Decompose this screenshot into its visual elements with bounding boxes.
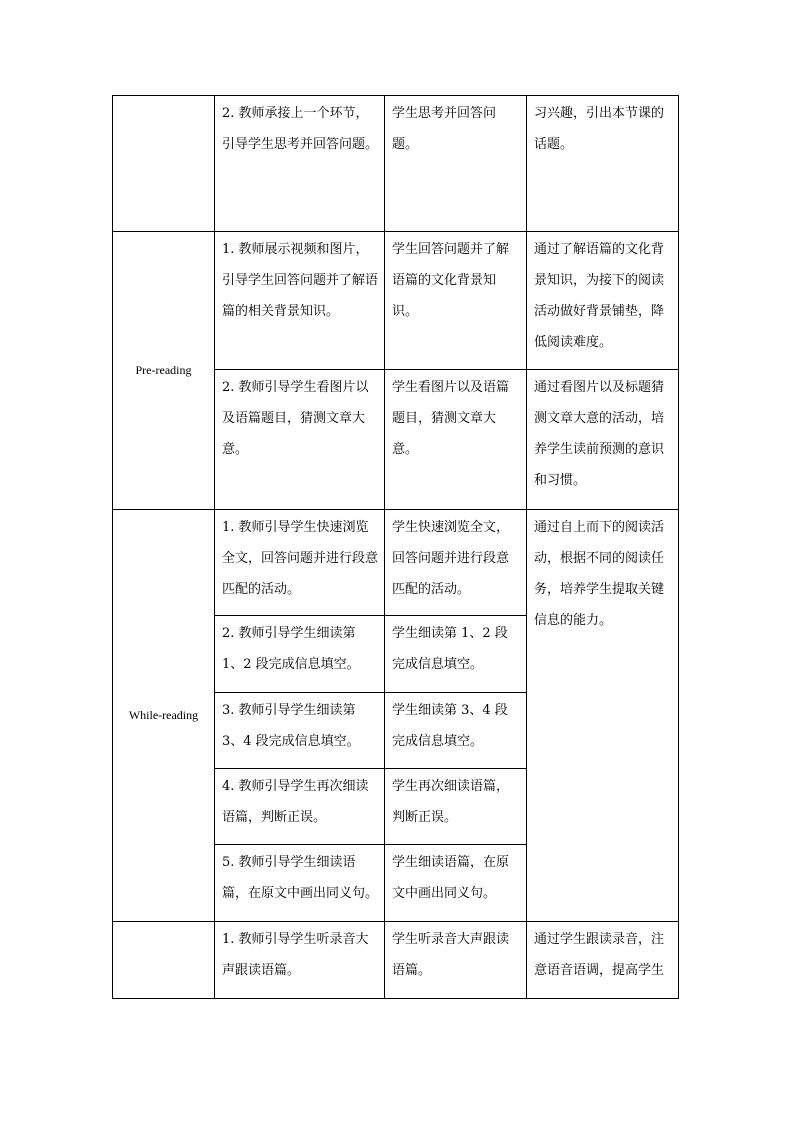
student-activity-cell: 学生再次细读语篇，判断正误。 xyxy=(385,769,527,845)
table-row xyxy=(113,510,679,616)
student-activity-cell: 学生回答问题并了解语篇的文化背景知识。 xyxy=(385,232,527,370)
design-purpose-cell: 通过学生跟读录音，注意语音语调，提高学生 xyxy=(527,922,679,999)
table-row xyxy=(113,232,679,370)
student-activity-cell: 学生看图片以及语篇题目，猜测文章大意。 xyxy=(385,370,527,510)
teacher-activity-cell: 5. 教师引导学生细读语篇，在原文中画出同义句。 xyxy=(215,845,385,922)
teacher-activity-cell: 2. 教师引导学生细读第 1、2 段完成信息填空。 xyxy=(215,616,385,693)
stage-while-reading: While-reading xyxy=(113,510,215,922)
student-activity-cell: 学生细读语篇，在原文中画出同义句。 xyxy=(385,845,527,922)
student-activity-cell: 学生思考并回答问题。 xyxy=(385,96,527,232)
student-activity-cell: 学生细读第 1、2 段完成信息填空。 xyxy=(385,616,527,693)
teacher-activity-cell: 2. 教师引导学生看图片以及语篇题目，猜测文章大意。 xyxy=(215,370,385,510)
stage-cell-empty xyxy=(113,922,215,999)
teacher-activity-cell: 1. 教师引导学生听录音大声跟读语篇。 xyxy=(215,922,385,999)
lesson-plan-table xyxy=(112,95,679,999)
stage-pre-reading: Pre-reading xyxy=(113,232,215,510)
student-activity-cell: 学生听录音大声跟读语篇。 xyxy=(385,922,527,999)
table-row xyxy=(113,922,679,999)
design-purpose-cell: 通过看图片以及标题猜测文章大意的活动，培养学生读前预测的意识和习惯。 xyxy=(527,370,679,510)
stage-cell-empty xyxy=(113,96,215,232)
table-row xyxy=(113,96,679,232)
student-activity-cell: 学生细读第 3、4 段完成信息填空。 xyxy=(385,693,527,769)
design-purpose-cell: 习兴趣，引出本节课的话题。 xyxy=(527,96,679,232)
teacher-activity-cell: 2. 教师承接上一个环节，引导学生思考并回答问题。 xyxy=(215,96,385,232)
student-activity-cell: 学生快速浏览全文，回答问题并进行段意匹配的活动。 xyxy=(385,510,527,616)
teacher-activity-cell: 1. 教师展示视频和图片，引导学生回答问题并了解语篇的相关背景知识。 xyxy=(215,232,385,370)
design-purpose-cell: 通过自上而下的阅读活动，根据不同的阅读任务，培养学生提取关键信息的能力。 xyxy=(527,510,679,922)
teacher-activity-cell: 4. 教师引导学生再次细读语篇，判断正误。 xyxy=(215,769,385,845)
teacher-activity-cell: 3. 教师引导学生细读第 3、4 段完成信息填空。 xyxy=(215,693,385,769)
teacher-activity-cell: 1. 教师引导学生快速浏览全文，回答问题并进行段意匹配的活动。 xyxy=(215,510,385,616)
design-purpose-cell: 通过了解语篇的文化背景知识，为接下的阅读活动做好背景铺垫，降低阅读难度。 xyxy=(527,232,679,370)
